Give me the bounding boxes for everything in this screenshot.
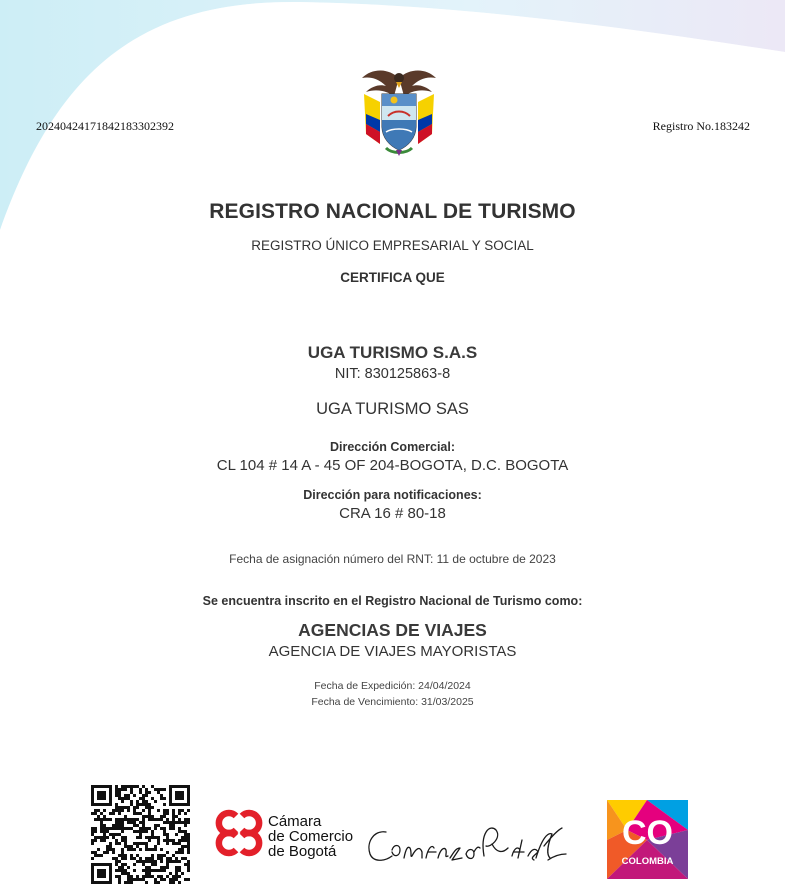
colombia-coat-of-arms-icon bbox=[358, 64, 440, 156]
document-code: 20240424171842183302392 bbox=[36, 119, 174, 133]
signature-icon bbox=[362, 818, 572, 870]
chamber-name-line1: Cámara bbox=[268, 813, 322, 830]
co-logo-word: COLOMBIA bbox=[621, 856, 674, 867]
page-title: REGISTRO NACIONAL DE TURISMO bbox=[209, 200, 576, 223]
page-subtitle: REGISTRO ÚNICO EMPRESARIAL Y SOCIAL bbox=[251, 238, 534, 253]
qr-code-icon bbox=[91, 785, 190, 884]
commercial-address-value: CL 104 # 14 A - 45 OF 204-BOGOTA, D.C. BOGOTA bbox=[216, 457, 569, 474]
chamber-name bbox=[268, 814, 353, 859]
colombia-co-logo-icon bbox=[607, 800, 688, 879]
notification-address-label: Dirección para notificaciones: bbox=[303, 488, 482, 502]
chamber-name-line3: de Bogotá bbox=[268, 843, 337, 860]
company-trade-name: UGA TURISMO SAS bbox=[316, 400, 469, 418]
expiry-date: Fecha de Vencimiento: 31/03/2025 bbox=[311, 696, 474, 708]
company-name: UGA TURISMO S.A.S bbox=[307, 343, 478, 362]
notification-address-value: CRA 16 # 80-18 bbox=[339, 505, 446, 522]
issue-date: Fecha de Expedición: 24/04/2024 bbox=[314, 680, 471, 692]
tourism-category: AGENCIAS DE VIAJES bbox=[298, 620, 487, 640]
chamber-of-commerce-logo-icon bbox=[215, 807, 263, 859]
company-nit: NIT: 830125863-8 bbox=[334, 366, 451, 382]
commercial-address-label: Dirección Comercial: bbox=[329, 440, 456, 454]
tourism-subcategory: AGENCIA DE VIAJES MAYORISTAS bbox=[268, 643, 517, 660]
rnt-assignment-date: Fecha de asignación número del RNT: 11 de octubre de 2023 bbox=[229, 552, 556, 566]
certifies-heading: CERTIFICA QUE bbox=[340, 270, 445, 285]
chamber-name-line2: de Comercio bbox=[268, 828, 354, 845]
co-logo-letters: CO bbox=[622, 814, 673, 852]
registration-number: Registro No.183242 bbox=[652, 119, 750, 133]
registered-as-heading: Se encuentra inscrito en el Registro Nacional de Turismo como: bbox=[202, 594, 583, 608]
